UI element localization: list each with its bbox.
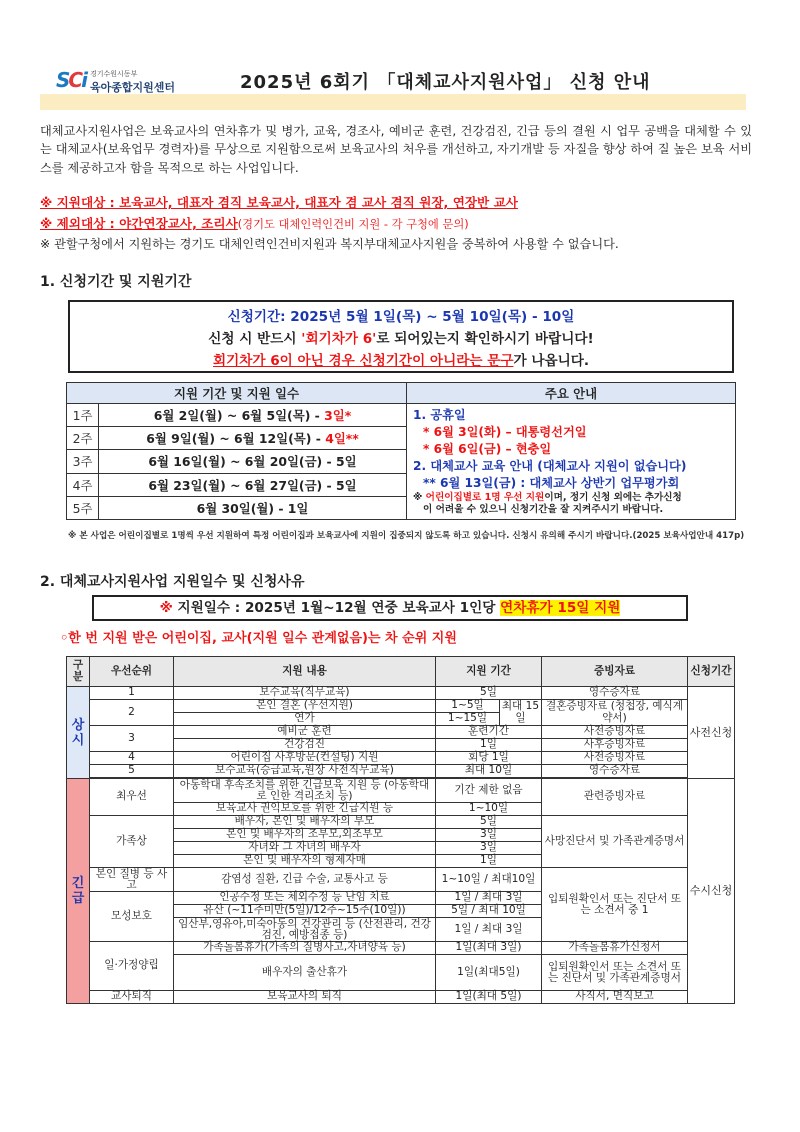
table-row: 상시 1 보수교육(직무교육) 5일 영수증자료 사전신청 [67, 687, 735, 700]
table-row: 긴급 최우선 아동학대 후속조치를 위한 긴급보육 지원 등 (아동학대로 인한 격리조치 등) 기간 제한 없음 관련증빙자료 수시신청 [67, 779, 735, 803]
table-row: 교사퇴직 보육교사의 퇴직 1일(최대 5일) 사직서, 면직보고 [67, 991, 735, 1004]
support-target: ※ 지원대상 : 보육교사, 대표자 겸직 보육교사, 대표자 겸 교사 겸직 원장, 연장반 교사 [40, 195, 518, 210]
org-name-main: 육아종합지원센터 [90, 81, 176, 94]
table-row: 건강검진 1일 사후증빙자료 [67, 739, 735, 752]
week-label: 2주 [67, 427, 99, 450]
category-urgent: 긴급 [67, 779, 90, 1004]
week-label: 1주 [67, 404, 99, 427]
period-date: 6월 9일(월) ~ 6월 12일(목) - 4일** [99, 427, 407, 450]
table-row: 본인 및 배우자의 형제자매 1일 [67, 855, 735, 868]
round-warning: 회기차가 6이 아닌 경우 신청기간이 아니라는 문구가 나옵니다. [212, 353, 590, 369]
table-row: 임산부,영유아,미숙아동의 건강관리 등 (산전관리, 건강검진, 예방접종 등) 1일 / 최대 3일 [67, 918, 735, 942]
center-logo [56, 66, 216, 96]
table-row: 유산 (~11주미만(5일)/12주~15주(10일)) 5일 / 최대 10일 [67, 905, 735, 918]
priority-note: ◦한 번 지원 받은 어린이집, 교사(지원 일수 관계없음)는 차 순위 지원 [60, 631, 457, 646]
application-period: 신청기간: 2025년 5월 1일(목) ~ 5월 10일(목) - 10일 [227, 309, 575, 325]
logo-icon: SCi [56, 68, 86, 92]
table-row [67, 404, 736, 427]
guide-cell: 1. 공휴일 * 6월 3일(화) – 대통령선거일 * 6월 6일(금) – 현충일 2. 대체교사 교육 안내 (대체교사 지원이 없습니다) ** 6월 13일(금) : 대체교사 상반기 업무평가회 ※ 어린이집별로 1명 우선 지원이며, 정기 신청 외에는 추가신청 이 어려울 수 있으니 신청기간을 잘 지켜주시기 바랍니다. [407, 404, 736, 520]
title-band [40, 94, 746, 110]
apply-advance: 사전신청 [688, 687, 735, 779]
table-row: 본인 및 배우자의 조부모,외조부모 3일 [67, 829, 735, 842]
col-content: 지원 내용 [174, 657, 436, 687]
col-apply: 신청기간 [688, 657, 735, 687]
col-category: 구분 [67, 657, 90, 687]
col-evidence: 증빙자료 [542, 657, 688, 687]
table-row: 5 보수교육(승급교육,원장 사전직무교육) 최대 10일 영수증자료 [67, 765, 735, 778]
excluded-target: ※ 제외대상 : 야간연장교사, 조리사(경기도 대체인력인건비 지원 - 각 구청에 문의) [40, 216, 469, 231]
table-row: 본인 질병 등 사고 감염성 질환, 긴급 수술, 교통사고 등 1~10일 / 최대10일 입퇴원확인서 또는 진단서 또는 소견서 중 1 [67, 868, 735, 892]
support-period-table [66, 382, 736, 520]
table-row: 모성보호 인공수정 또는 체외수정 등 난임 치료 1일 / 최대 3일 [67, 892, 735, 905]
duplicate-note: ※ 관할구청에서 지원하는 경기도 대체인력인건비지원과 복지부대체교사지원을 중복하여 사용할 수 없습니다. [40, 237, 619, 251]
table-row: 가족상 배우자, 본인 및 배우자의 부모 5일 사망진단서 및 가족관계증명서 [67, 816, 735, 829]
section-1-title: 1. 신청기간 및 지원기간 [40, 274, 192, 290]
table-header-row [67, 657, 735, 687]
table-row: 배우자의 출산휴가 1일(최대5일) 입퇴원확인서 또는 소견서 또는 진단서 및 가족관계증명서 [67, 955, 735, 991]
priority-small-note: ※ 본 사업은 어린이집별로 1명씩 우선 지원하여 특정 어린이집과 보육교사에 지원이 집중되지 않도록 하고 있습니다. 신청시 유의해 주시기 바랍니다.(2025 보육사업안내 417p) [68, 531, 745, 541]
period-header: 지원 기간 및 지원 일수 [67, 383, 407, 404]
table-row: 일·가정양립 가족돌봄휴가(가족의 질병사고,자녀양육 등) 1일(최대 3일) 가족돌봄휴가신청서 [67, 942, 735, 955]
section-2-title: 2. 대체교사지원사업 지원일수 및 신청사유 [40, 574, 305, 590]
period-date: 6월 30일(월) - 1일 [99, 496, 407, 519]
document-header [40, 62, 746, 96]
apply-anytime: 수시신청 [688, 779, 735, 1004]
support-days-box: ※ 지원일수 : 2025년 1월~12월 연중 보육교사 1인당 연차휴가 15일 지원 [92, 595, 688, 621]
week-label: 5주 [67, 496, 99, 519]
table-row: 2 본인 결혼 (우선지원) 1~5일 최대 15일 결혼증빙자료 (청첩장, 예식계약서) [67, 700, 735, 713]
round-check-note: 신청 시 반드시 '회기차가 6'로 되어있는지 확인하시기 바랍니다! [208, 331, 594, 347]
table-row: 보육교사 권익보호를 위한 긴급지원 등 1~10일 [67, 803, 735, 816]
guide-header: 주요 안내 [407, 383, 736, 404]
intro-paragraph: 대체교사지원사업은 보육교사의 연차휴가 및 병가, 교육, 경조사, 예비군 훈련, 건강검진, 긴급 등의 결원 시 업무 공백을 대체할 수 있는 대체교사(보육업무 경력자)를 무상으로 지원함으로써 보육교사의 처우를 개선하고, 자기개발 등 자질을 향상 하여 질 높은 보육 서비스를 제공하고자 함을 목적으로 하는 사업입니다. [40, 124, 752, 175]
period-date: 6월 2일(월) ~ 6월 5일(목) - 3일* [99, 404, 407, 427]
application-period-box [68, 300, 734, 373]
period-date: 6월 23일(월) ~ 6월 27일(금) - 5일 [99, 473, 407, 496]
table-row: 3 예비군 훈련 훈련기간 사전증빙자료 [67, 726, 735, 739]
table-row: 연가 1~15일 [67, 713, 735, 726]
table-row: 4 어린이집 사후방문(컨설팅) 지원 회당 1일 사전증빙자료 [67, 752, 735, 765]
org-name-small: 경기수원시동부 [90, 70, 138, 78]
period-date: 6월 16일(월) ~ 6월 20일(금) - 5일 [99, 450, 407, 473]
document-title: 2025년 6회기 「대체교사지원사업」 신청 안내 [240, 72, 651, 93]
col-priority: 우선순위 [90, 657, 174, 687]
week-label: 4주 [67, 473, 99, 496]
week-label: 3주 [67, 450, 99, 473]
support-reason-table [66, 656, 735, 1004]
col-period: 지원 기간 [436, 657, 542, 687]
category-regular: 상시 [67, 687, 90, 779]
table-row: 자녀와 그 자녀의 배우자 3일 [67, 842, 735, 855]
